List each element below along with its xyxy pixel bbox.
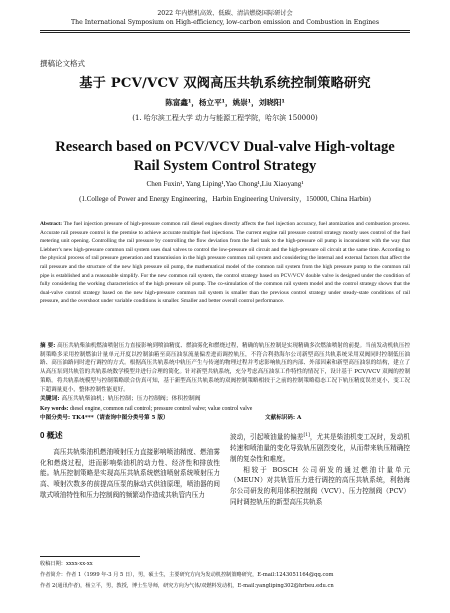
keywords-cn [40,395,410,403]
abstract-cn [40,342,410,394]
title-en [40,138,410,176]
footnote-author2: 作者 2(通讯作者)，杨立平，男，教授，博士生导师，研究方向为气体/双燃料发动机，E-mail:yangliping302@hrbeu.edu.cn [40,583,334,589]
title-cn: 基于 PCV/VCV 双阀高压共轨系统控制策略研究 [79,76,371,91]
authors-cn: 陈富鑫¹，杨立平¹，姚崇¹，刘晓阳¹ [165,98,285,107]
citation-ref: [1] [303,433,310,438]
header-cn: 2022 年内燃机高效、低碳、清洁燃烧国际研讨会 [157,10,293,17]
body-column-right [230,431,410,508]
document-code: 文献标识码: A [265,415,302,421]
affiliation-cn: (1. 哈尔滨工程大学 动力与能源工程学院，哈尔滨 150000) [132,114,318,122]
keywords-cn-text: 高压共轨柴油机；轨压控制；压力控制阀；体积控制阀 [61,396,201,402]
abstract-en-label: Abstract: [40,221,63,227]
abstract-cn-text: 高压共轨柴油机燃油喷射压力直接影响到喷油精度、燃油雾化和燃烧过程，精确的轨压控制是实现精确多次燃油喷射的前提。当前发动机轨压控制策略多采用控制燃油计量单元开度以控制油箱至高压油泵流量偏差进而调控轨压，不符合利勃海尔公司新型高压共轨系统采用双阀同时控制低压油路、高压油路同时进行调控的方式。根据高压共轨系统中轨压产生与传递的物理过程并考虑影响轨压的内部、外部因素和新型高压油泵的结构，建立了从高压泵到共轨管的共轨系统数学模型并进行合理的简化。针对新型共轨系统，充分考虑高压油泵工作特性的情况下，设计基于 PCV/VCV 双阀的控制策略。将共轨系统模型与控制策略联合仿真可知，基于新型高压共轨系统的双阀控制策略相较于之前的控制策略稳态工况下轨压精度误差更小，变工况下超调量更小，整体控制性能更好。 [40,343,411,393]
body-right-text-2: ，尤其是柴油机变工况时，发动机转速和喷油量的变化导致轨压剧烈变化，从而带来轨压精确控制的复杂性和难度。 [230,433,411,463]
affiliation-en: (1.College of Power and Energy Engineering，Harbin Engineering University，150000, China Harbin) [79,195,371,203]
section-heading: 0 概述 [40,431,63,440]
body-right-text-1: 波动，引起喷油量的偏差 [230,433,304,442]
footnote-author1: 作者简介：作者 1（1999 年-3 月 5 日），男，硕士生，主要研究方向为发动机控制策略研究，E-mail:1243051164@qq.com [40,572,334,578]
authors-en: Chen Fuxin¹, Yang Liping¹,Yao Chong¹,Liu Xiaoyang¹ [146,180,304,188]
keywords-en [40,405,410,413]
classification-code: 中图分类号: TK4***（请查询中图分类号第 5 版） [40,415,169,421]
keywords-en-text: diesel engine, common rail control; pressure control valve; value control valve [69,406,253,412]
body-paragraph-2: 相较于 BOSCH 公司研发的通过燃油计量单元（MEUN）对共轨管压力进行调控的高压共轨系统，利勃海尔公司研发的利用体积控制阀（VCV）、压力控制阀（PCV）同时调控轨压的新型高压共轨系 [230,465,410,506]
header-rule [40,30,410,31]
body-paragraph-continued [230,431,410,465]
header-rule-2 [40,32,410,33]
abstract-cn-label: 摘 要: [40,343,56,349]
paper-type-label: 撰稿论文格式 [40,59,85,68]
footnote-received: 收稿日期：xxxx-xx-xx [40,561,93,567]
header-en: The International Symposium on High-efficiency, low-carbon emission and Combustion in Engines [70,19,380,26]
title-en-line2: Rail System Control Strategy [133,158,317,174]
body-column-left [40,431,220,501]
keywords-en-label: Key words: [40,406,69,412]
conference-header [40,9,410,27]
abstract-en-text: The fuel injection pressure of high-pressure common rail diesel engines directly affects the fuel injection accuracy, fuel atomization and combustion process. Accurate rail pressure control is the premise to achieve accurate multiple fuel injections. The current engine rail pressure control strategy mostly uses control of the fuel metering unit opening. Controlling the rail pressure by controlling the flow deviation from the fuel tank to the high-pressure oil pump is inconsistent with the way that Liebherr's new high-pressure common rail system uses dual valves to control the low-pressure oil circuit and the high-pressure oil circuit at the same time. According to the physical process of rail pressure generation and transmission in the high pressure common rail system and considering the internal and external factors that affect the rail pressure and the structure of the new high pressure oil pump, the mathematical model of the common rail system from the high pressure pump to the common rail pipe is established and a reasonable simplify. For the new common rail system, the control strategy based on PCV/VCV double valve is designed under the condition of fully considering the working characteristics of the high pressure oil pump. The co-simulation of the common rail system model and the control strategy shows that the dual-valve control strategy based on the new high-pressure common rail system is smaller than the previous control strategy under steady-state conditions of rail pressure, and the overshoot under variable conditions is smaller. Smaller and better overall control performance. [40,221,410,305]
body-paragraph: 高压共轨柴油机燃油喷射压力直接影响喷油精度、燃油雾化和燃烧过程，进而影响柴油机的动力性、经济性和排放性能。轨压控制策略是实现高压共轨系统燃油喷射系统喷射压力高、喷射次数多的前提高压泵的脉动式供油原理，喷油器的间歇式喷油特性和压力控制阀的频繁动作造成共轨管内压力 [40,447,220,499]
keywords-cn-label: 关键词: [40,396,60,402]
classification-line [40,414,410,422]
title-en-line1: Research based on PCV/VCV Dual-valve High-voltage [55,139,395,155]
footnote-rule [40,556,140,557]
abstract-en [40,220,410,306]
